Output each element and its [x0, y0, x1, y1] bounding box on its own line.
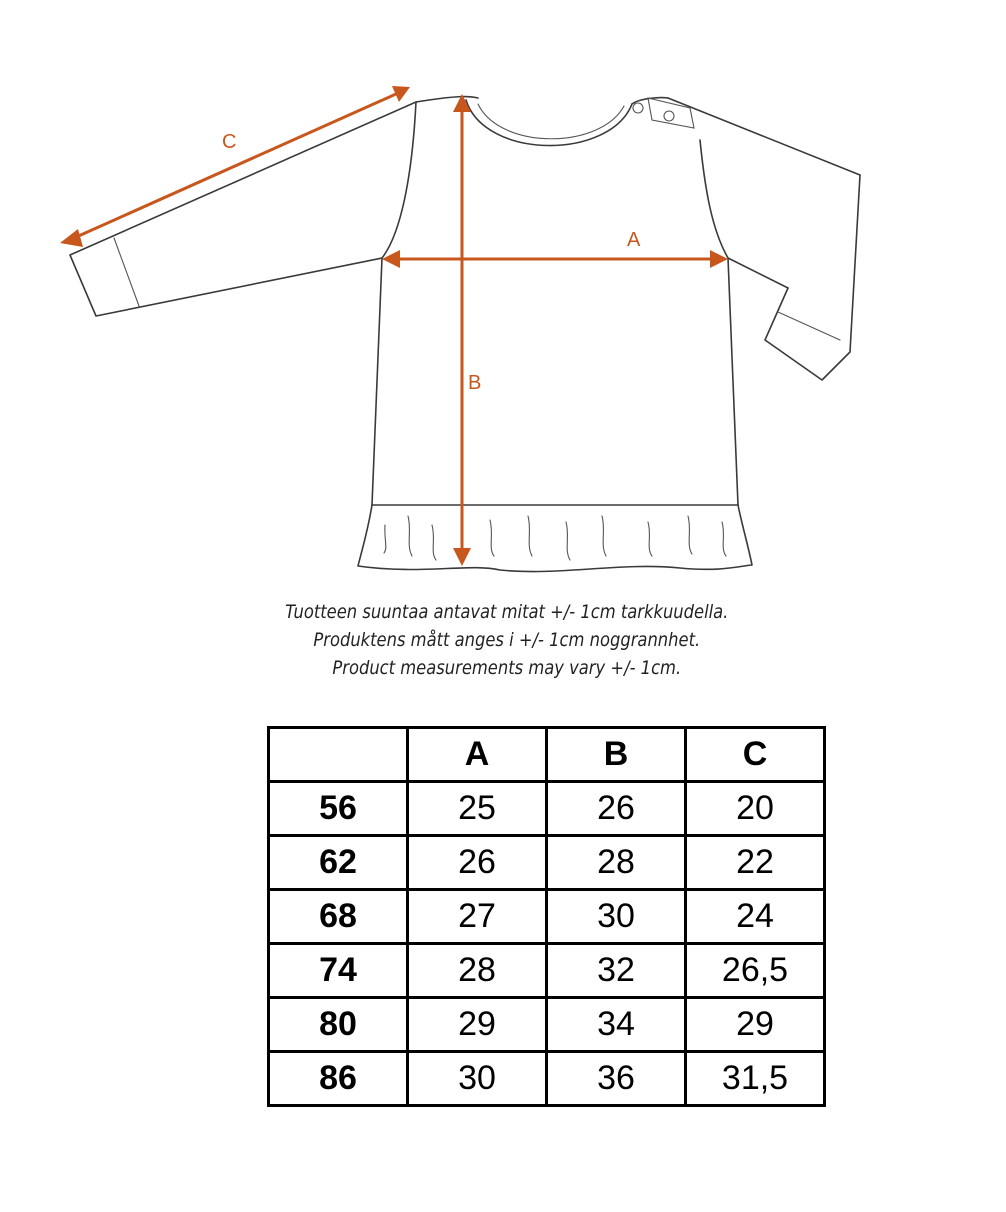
value-cell-b: 28: [547, 836, 686, 890]
value-cell-b: 36: [547, 1052, 686, 1106]
value-cell-b: 34: [547, 998, 686, 1052]
note-swedish: Produktens mått anges i +/- 1cm noggrannhet.: [313, 629, 701, 651]
size-cell: 80: [269, 998, 408, 1052]
note-finnish: Tuotteen suuntaa antavat mitat +/- 1cm tarkkuudella.: [285, 601, 729, 623]
size-cell: 74: [269, 944, 408, 998]
label-c: C: [222, 131, 237, 153]
measure-a: [382, 229, 728, 268]
value-cell-a: 25: [408, 782, 547, 836]
garment-outline: [70, 97, 860, 572]
measure-c: [60, 86, 410, 247]
table-row: [269, 782, 825, 836]
header-cell-empty: [269, 728, 408, 782]
table-header-row: [269, 728, 825, 782]
value-cell-a: 30: [408, 1052, 547, 1106]
value-cell-b: 30: [547, 890, 686, 944]
value-cell-a: 28: [408, 944, 547, 998]
size-cell: 56: [269, 782, 408, 836]
header-cell-c: C: [686, 728, 825, 782]
header-cell-b: B: [547, 728, 686, 782]
size-cell: 68: [269, 890, 408, 944]
note-english: Product measurements may vary +/- 1cm.: [332, 657, 682, 679]
measure-b: [453, 94, 481, 566]
value-cell-c: 26,5: [686, 944, 825, 998]
value-cell-a: 29: [408, 998, 547, 1052]
size-cell: 86: [269, 1052, 408, 1106]
size-cell: 62: [269, 836, 408, 890]
value-cell-c: 31,5: [686, 1052, 825, 1106]
size-table: [267, 726, 826, 1107]
value-cell-a: 27: [408, 890, 547, 944]
value-cell-c: 22: [686, 836, 825, 890]
value-cell-b: 26: [547, 782, 686, 836]
label-a: A: [627, 229, 641, 251]
table-row: [269, 836, 825, 890]
value-cell-c: 24: [686, 890, 825, 944]
value-cell-a: 26: [408, 836, 547, 890]
measurement-notes: [0, 598, 1006, 682]
label-b: B: [468, 372, 482, 394]
header-cell-a: A: [408, 728, 547, 782]
table-row: [269, 1052, 825, 1106]
table-row: [269, 998, 825, 1052]
garment-measurement-diagram: [0, 0, 1006, 600]
value-cell-c: 20: [686, 782, 825, 836]
table-row: [269, 944, 825, 998]
value-cell-c: 29: [686, 998, 825, 1052]
value-cell-b: 32: [547, 944, 686, 998]
table-row: [269, 890, 825, 944]
